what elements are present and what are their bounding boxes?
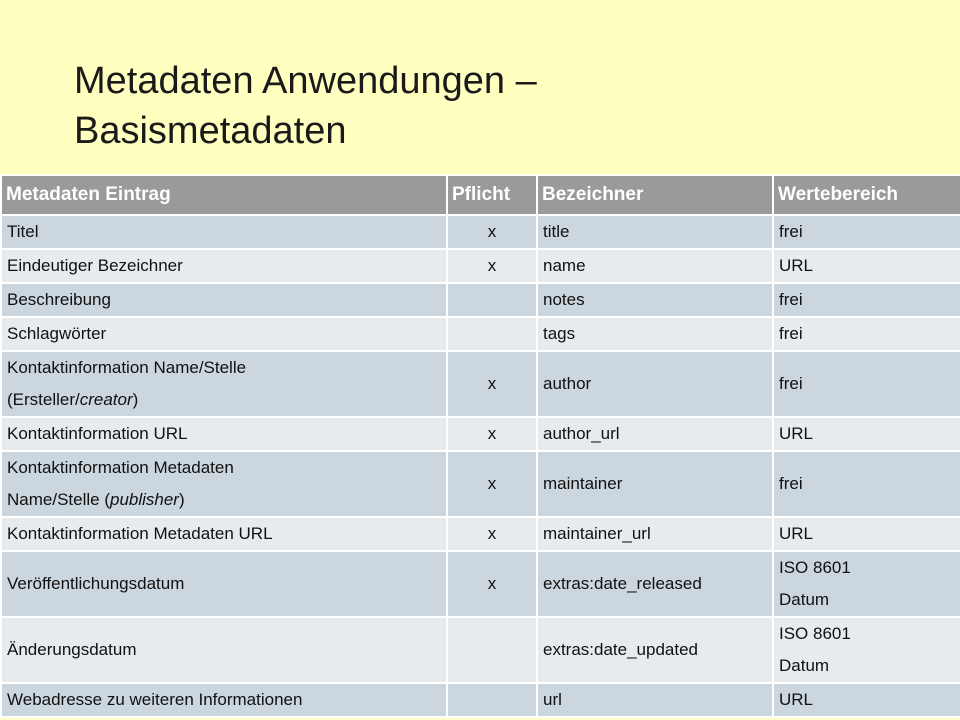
table-header-row [1,175,960,215]
cell-identifier: name [537,249,773,283]
cell-range: frei [773,451,960,517]
cell-identifier: extras:date_updated [537,617,773,683]
cell-range: URL [773,683,960,717]
range-line-1: ISO 8601 [779,558,851,577]
table-row [1,551,960,617]
table-row [1,451,960,517]
cell-identifier: author [537,351,773,417]
entry-line-2-pre: Name/Stelle ( [7,490,110,509]
table-row [1,683,960,717]
entry-line-2-post: ) [178,490,185,509]
cell-entry [1,451,447,517]
cell-range: frei [773,215,960,249]
cell-identifier: maintainer_url [537,517,773,551]
cell-entry: Kontaktinformation URL [1,417,447,451]
cell-range [773,551,960,617]
entry-line-2-italic: creator [79,390,133,409]
cell-range: frei [773,283,960,317]
cell-required: x [447,417,537,451]
cell-required: x [447,351,537,417]
cell-required [447,617,537,683]
cell-range [773,617,960,683]
table-row [1,617,960,683]
table-row [1,417,960,451]
cell-entry: Schlagwörter [1,317,447,351]
cell-required: x [447,517,537,551]
entry-line-1: Kontaktinformation Name/Stelle [7,358,247,377]
cell-identifier: notes [537,283,773,317]
table-row [1,249,960,283]
title-line-1: Metadaten Anwendungen – [74,60,537,102]
cell-entry [1,351,447,417]
header-entry: Metadaten Eintrag [1,175,447,215]
cell-entry: Webadresse zu weiteren Informationen [1,683,447,717]
header-required: Pflicht [447,175,537,215]
cell-required: x [447,451,537,517]
table-row [1,215,960,249]
cell-entry: Beschreibung [1,283,447,317]
header-value-range: Wertebereich [773,175,960,215]
cell-entry: Änderungsdatum [1,617,447,683]
cell-required: x [447,551,537,617]
cell-required [447,683,537,717]
table-row [1,317,960,351]
cell-identifier: extras:date_released [537,551,773,617]
cell-range: frei [773,317,960,351]
table-row [1,517,960,551]
metadata-table [0,174,960,718]
cell-required: x [447,249,537,283]
cell-identifier: title [537,215,773,249]
cell-entry: Veröffentlichungsdatum [1,551,447,617]
cell-required [447,317,537,351]
range-line-2: Datum [779,656,830,675]
cell-identifier: tags [537,317,773,351]
range-line-1: ISO 8601 [779,624,851,643]
cell-identifier: maintainer [537,451,773,517]
table-row [1,351,960,417]
entry-line-2-post: ) [132,390,139,409]
cell-range: URL [773,517,960,551]
cell-range: frei [773,351,960,417]
title-line-2: Basismetadaten [74,110,347,152]
cell-entry: Eindeutiger Bezeichner [1,249,447,283]
cell-range: URL [773,249,960,283]
entry-line-2-italic: publisher [109,490,179,509]
cell-range: URL [773,417,960,451]
cell-required: x [447,215,537,249]
slide-title [74,56,894,156]
cell-identifier: author_url [537,417,773,451]
table-row [1,283,960,317]
range-line-2: Datum [779,590,830,609]
entry-line-1: Kontaktinformation Metadaten [7,458,234,477]
header-identifier: Bezeichner [537,175,773,215]
entry-line-2-pre: (Ersteller/ [7,390,80,409]
cell-required [447,283,537,317]
cell-entry: Titel [1,215,447,249]
cell-identifier: url [537,683,773,717]
cell-entry: Kontaktinformation Metadaten URL [1,517,447,551]
